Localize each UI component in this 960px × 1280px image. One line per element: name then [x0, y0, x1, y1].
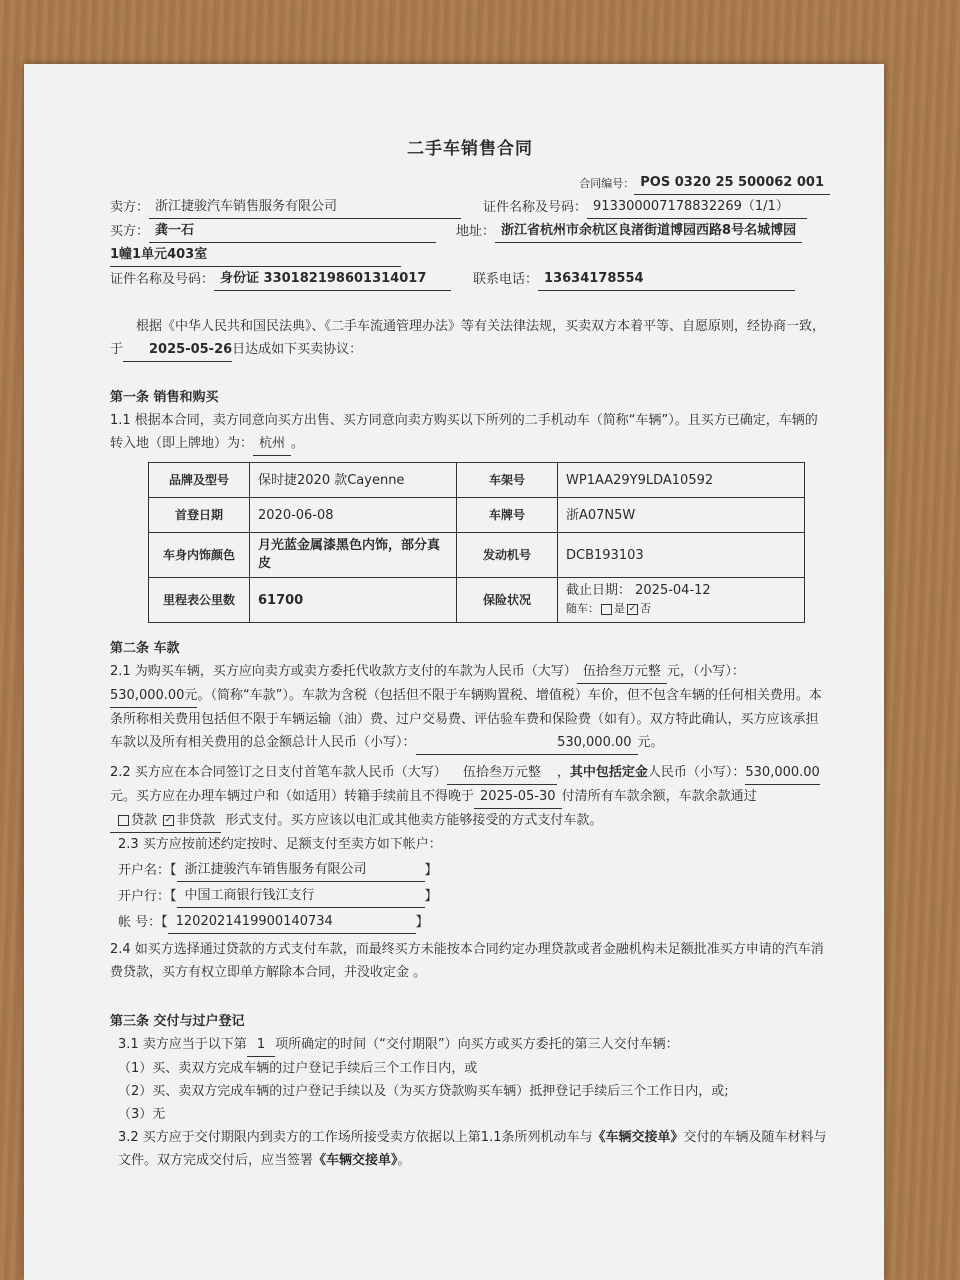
article-2-2-text-f: 形式支付。买方应该以电汇或其他卖方能够接受的方式支付车款。: [225, 813, 603, 828]
article-2-3: 2.3 买方应按前述约定按时、足额支付至卖方如下帐户：: [118, 837, 442, 852]
account-bank-label: 开户行：【: [118, 889, 177, 904]
mileage-value: 61700: [250, 578, 457, 623]
buyer-row: [110, 219, 830, 243]
account-name: 浙江捷骏汽车销售服务有限公司: [177, 858, 425, 882]
preamble: [110, 315, 830, 362]
plate-value: 浙A07N5W: [558, 498, 805, 533]
transfer-city: 杭州: [253, 432, 291, 456]
article-2-4: 2.4 如买方选择通过贷款的方式支付车款，而最终买方未能按本合同约定办理贷款或者金融机构未足额批准买方申请的汽车消费贷款，买方有权立即单方解除本合同，并没收定金 。: [110, 942, 824, 980]
seller-name: 浙江捷骏汽车销售服务有限公司: [149, 195, 461, 219]
buyer-id-row: [110, 267, 830, 291]
article-2-2-text-e: 付清所有车款余额，车款余款通过: [561, 789, 757, 804]
article-2-1-text-b: 元，（小写）：: [666, 664, 745, 679]
delivery-item: 1: [247, 1033, 275, 1057]
vin-value: WP1AA29Y9LDA10592: [558, 463, 805, 498]
preamble-text-end: 日达成如下买卖协议：: [232, 342, 363, 357]
handover-doc: 《车辆交接单》: [592, 1130, 684, 1145]
balance-deadline: 2025-05-30: [474, 785, 562, 809]
phone: 13634178554: [538, 267, 795, 291]
insurance-no-label: 否: [640, 602, 651, 615]
seller-label: 卖方：: [110, 200, 150, 215]
insurance-follow-label: 随车：: [566, 602, 599, 615]
non-loan-label: 非贷款: [176, 813, 216, 828]
first-payment-upper: 伍拾叁万元整: [447, 761, 557, 785]
account-name-row: [110, 858, 830, 882]
article-2-2: 2.2 买方应在本合同签订之日支付首笔车款人民币（大写） 伍拾叁万元整 ，其中包括定金人民币（小写）：530,000.00元。买方应在办理车辆过户和（如适用）转籍手续前且不得晚于 2025-05-30 付清所有车款余额，车款余款通过 贷款 ✓ 非贷款 形式支付。买方应该以电汇或其他卖方能够接受的方式支付车款。: [110, 761, 830, 833]
article-3-2-text-b: 交付的车辆及随车材料与文件。双方完成交付后，应当签署: [118, 1130, 827, 1168]
article-2-2-text-d: 元。买方应在办理车辆过户和（如适用）转籍手续前且不得晚于: [110, 789, 475, 804]
reg-date-label: 首登日期: [149, 498, 250, 533]
account-number-row: [110, 910, 830, 934]
account-name-label: 开户名：【: [118, 863, 177, 878]
address-line-1: 浙江省杭州市余杭区良渚街道博园西路8号名城博园: [495, 219, 802, 243]
account-number-label: 帐 号：【: [118, 915, 168, 930]
article-3-2: [110, 1126, 830, 1172]
loan-label: 贷款: [131, 813, 158, 828]
article-2-1-text: 2.1 为购买车辆，买方应向卖方或卖方委托代收款方支付的车款为人民币（大写）: [110, 664, 577, 679]
article-1-1-text: 1.1 根据本合同，卖方同意向买方出售、买方同意向卖方购买以下所列的二手机动车（简称“车辆”）。且买方已确定，车辆的转入地（即上牌地）为：: [110, 413, 818, 451]
address-label: 地址：: [456, 224, 496, 239]
buyer-name: 龚一石: [149, 219, 436, 243]
reg-date-value: 2020-06-08: [250, 498, 457, 533]
contract-number-row: [110, 171, 830, 195]
article-3-1: [110, 1033, 830, 1057]
bracket-close: 】: [415, 915, 429, 930]
checkbox-non-loan-checked-icon: ✓: [164, 815, 173, 825]
bracket-close: 】: [424, 889, 438, 904]
mileage-label: 里程表公里数: [149, 578, 250, 623]
first-payment-lower: 530,000.00: [745, 761, 819, 785]
seller-row: [110, 195, 830, 219]
article-3-option-2: （2）买、卖双方完成车辆的过户登记手续以及（为买方贷款购买车辆）抵押登记手续后三个工作日内，或;: [118, 1084, 729, 1099]
contract-title: 二手车销售合同: [407, 139, 533, 159]
checkbox-loan-icon: [118, 815, 129, 826]
address-row-2: [110, 243, 830, 267]
address-line-2: 1幢1单元403室: [110, 243, 401, 267]
insurance-value: [558, 578, 805, 623]
article-3-option-3: （3）无: [118, 1107, 166, 1122]
contract-number-label: 合同编号：: [579, 177, 635, 190]
contract-number: POS 0320 25 500062 001: [634, 171, 830, 195]
insurance-yes-label: 是: [614, 602, 625, 615]
color-value: 月光蓝金属漆黑色内饰，部分真皮: [250, 533, 457, 578]
article-2-1-text-c: 。（简称“车款”）。车款为含税（包括但不限于车辆购置税、增值税）车价，但不包含车辆的任何相关费用。本条所称相关费用包括但不限于车辆运输（油）费、过户交易费、评估验车费和保险费（如有）。双方特此确认，买方应该承担车款以及所有相关费用的总金额总计人民币（小写）：: [110, 688, 822, 750]
brand-value: 保时捷2020 款Cayenne: [250, 463, 457, 498]
seller-id: 91330000717883226​9（1/1）: [587, 195, 807, 219]
color-label: 车身内饰颜色: [149, 533, 250, 578]
seller-id-label: 证件名称及号码：: [483, 200, 588, 215]
handover-doc-2: 《车辆交接单》: [313, 1153, 398, 1168]
article-3-option-1: （1）买、卖双方完成车辆的过户登记手续后三个工作日内，或: [118, 1061, 478, 1076]
plate-label: 车牌号: [457, 498, 558, 533]
payment-method: [110, 809, 221, 833]
account-number: 1202021419900140734: [168, 910, 416, 934]
brand-label: 品牌及型号: [149, 463, 250, 498]
article-2-2-text-c: 人民币（小写）：: [647, 765, 746, 780]
preamble-text: 根据《中华人民共和国民法典》、《二手车流通管理办法》等有关法律法规，买卖双方本着平等、自愿原则，经协商一致，于: [110, 319, 826, 357]
phone-label: 联系电话：: [473, 272, 539, 287]
engine-label: 发动机号: [457, 533, 558, 578]
buyer-id-label: 证件名称及号码：: [110, 272, 215, 287]
article-2-2-text: 2.2 买方应在本合同签订之日支付首笔车款人民币（大写）: [110, 765, 447, 780]
article-3-1-text: 3.1 卖方应当于以下第: [118, 1037, 247, 1052]
deposit-label: 其中包括定金: [569, 765, 648, 780]
article-3-2-end: 。: [397, 1153, 411, 1168]
article-1-1: 1.1 根据本合同，卖方同意向买方出售、买方同意向卖方购买以下所列的二手机动车（简称“车辆”）。且买方已确定，车辆的转入地（即上牌地）为： 杭州 。: [110, 409, 830, 456]
buyer-id: 身份证 330182198601314017: [214, 267, 451, 291]
price-total: 530,000.00: [416, 731, 638, 755]
article-2-1-text-d: 元。: [637, 735, 664, 750]
article-3-title: 第三条 交付与过户登记: [110, 1014, 245, 1029]
article-2-1: [110, 660, 830, 755]
account-bank: 中国工商银行钱江支行: [177, 884, 425, 908]
insurance-follow-row: [566, 600, 796, 618]
article-1-title: 第一条 销售和购买: [110, 390, 219, 405]
insurance-expiry: 截止日期： 2025-04-12: [566, 583, 711, 598]
checkbox-yes-icon: [601, 604, 612, 615]
price-upper: 伍拾叁万元整: [577, 660, 667, 684]
vehicle-table: [148, 462, 805, 623]
buyer-label: 买方：: [110, 224, 150, 239]
price-lower: 530,000.00元: [110, 684, 197, 708]
article-3-2-text: 3.2 买方应于交付期限内到卖方的工作场所接受卖方依据以上第1.1条所列机动车与: [118, 1130, 593, 1145]
contract-document: [110, 138, 830, 1172]
account-bank-row: [110, 884, 830, 908]
vin-label: 车架号: [457, 463, 558, 498]
checkbox-no-checked-icon: ✓: [628, 603, 637, 614]
engine-value: DCB193103: [558, 533, 805, 578]
insurance-label: 保险状况: [457, 578, 558, 623]
article-3-1-text-b: 项所确定的时间（“交付期限”）向买方或买方委托的第三人交付车辆：: [275, 1037, 679, 1052]
article-2-title: 第二条 车款: [110, 641, 180, 656]
preamble-date: 2025-05-26: [123, 338, 232, 362]
bracket-close: 】: [424, 863, 438, 878]
